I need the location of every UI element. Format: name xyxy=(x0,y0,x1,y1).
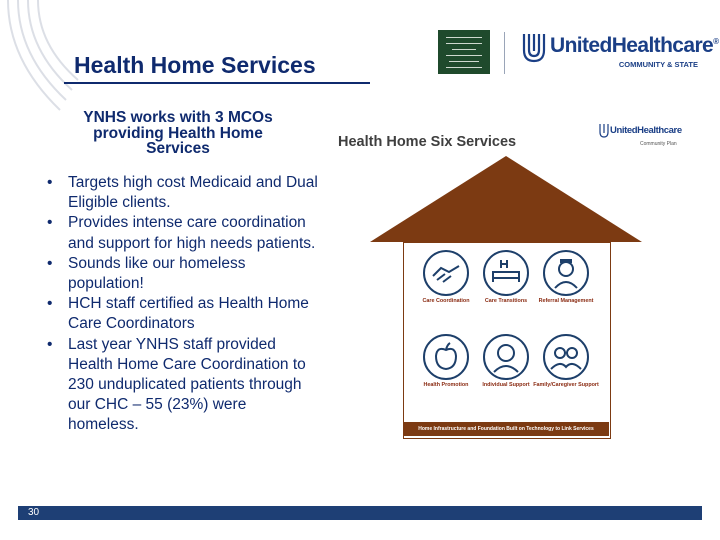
doctor-icon xyxy=(543,250,589,296)
bullet-item: • Sounds like our homeless population! xyxy=(47,254,246,293)
service-health-promotion: Health Promotion xyxy=(413,334,479,388)
house-foundation-banner: Home Infrastructure and Foundation Built on Technology to Link Services xyxy=(403,422,609,436)
bullet-item: • Provides intense care coordination and support for high needs patients. xyxy=(47,214,316,252)
family-icon xyxy=(543,334,589,380)
service-care-transitions: Care Transitions xyxy=(473,250,539,304)
health-home-figure xyxy=(322,104,686,450)
title-underline xyxy=(64,82,370,84)
bullet-item: • Targets high cost Medicaid and Dual Eligible clients. xyxy=(47,174,318,212)
bullet-dot: • xyxy=(47,214,53,232)
footer-bar xyxy=(18,506,702,520)
uhc-small-mark-icon xyxy=(598,123,610,139)
service-care-coordination: Care Coordination xyxy=(413,250,479,304)
bullet-list xyxy=(46,173,318,436)
bullet-dot: • xyxy=(47,174,53,191)
bullet-dot: • xyxy=(47,295,53,313)
bullet-item: • Last year YNHS staff provided Health Home Care Coordination to 230 unduplicated patients through our CHC – 55 (23%) were homeless. xyxy=(47,335,306,434)
nhchc-logo xyxy=(438,30,490,74)
content-subhead: YNHS works with 3 MCOs providing Health Home Services xyxy=(83,109,273,157)
page-number: 30 xyxy=(28,507,40,518)
handshake-icon xyxy=(423,250,469,296)
bullet-dot: • xyxy=(47,335,53,353)
person-icon xyxy=(483,334,529,380)
slide-title: Health Home Services xyxy=(74,52,316,78)
service-individual-support: Individual Support xyxy=(473,334,539,388)
house-diagram xyxy=(368,154,644,446)
uhc-u-mark-icon xyxy=(520,32,548,64)
service-referral-management: Referral Management xyxy=(533,250,599,304)
apple-icon xyxy=(423,334,469,380)
bullet-item: • HCH staff certified as Health Home Care Coordinators xyxy=(47,295,309,333)
uhc-wordmark: UnitedHealthcare® xyxy=(550,34,719,57)
hospital-bed-icon xyxy=(483,250,529,296)
uhc-tagline: COMMUNITY & STATE xyxy=(618,60,698,69)
figure-heading: Health Home Six Services xyxy=(338,134,517,150)
service-family-caregiver-support: Family/Caregiver Support xyxy=(533,334,599,388)
logo-divider xyxy=(504,32,505,74)
unitedhealthcare-logo xyxy=(520,30,719,80)
house-roof xyxy=(368,154,644,246)
uhc-community-plan-logo: UnitedHealthcare Community Plan xyxy=(598,122,684,152)
bullet-dot: • xyxy=(47,254,53,272)
